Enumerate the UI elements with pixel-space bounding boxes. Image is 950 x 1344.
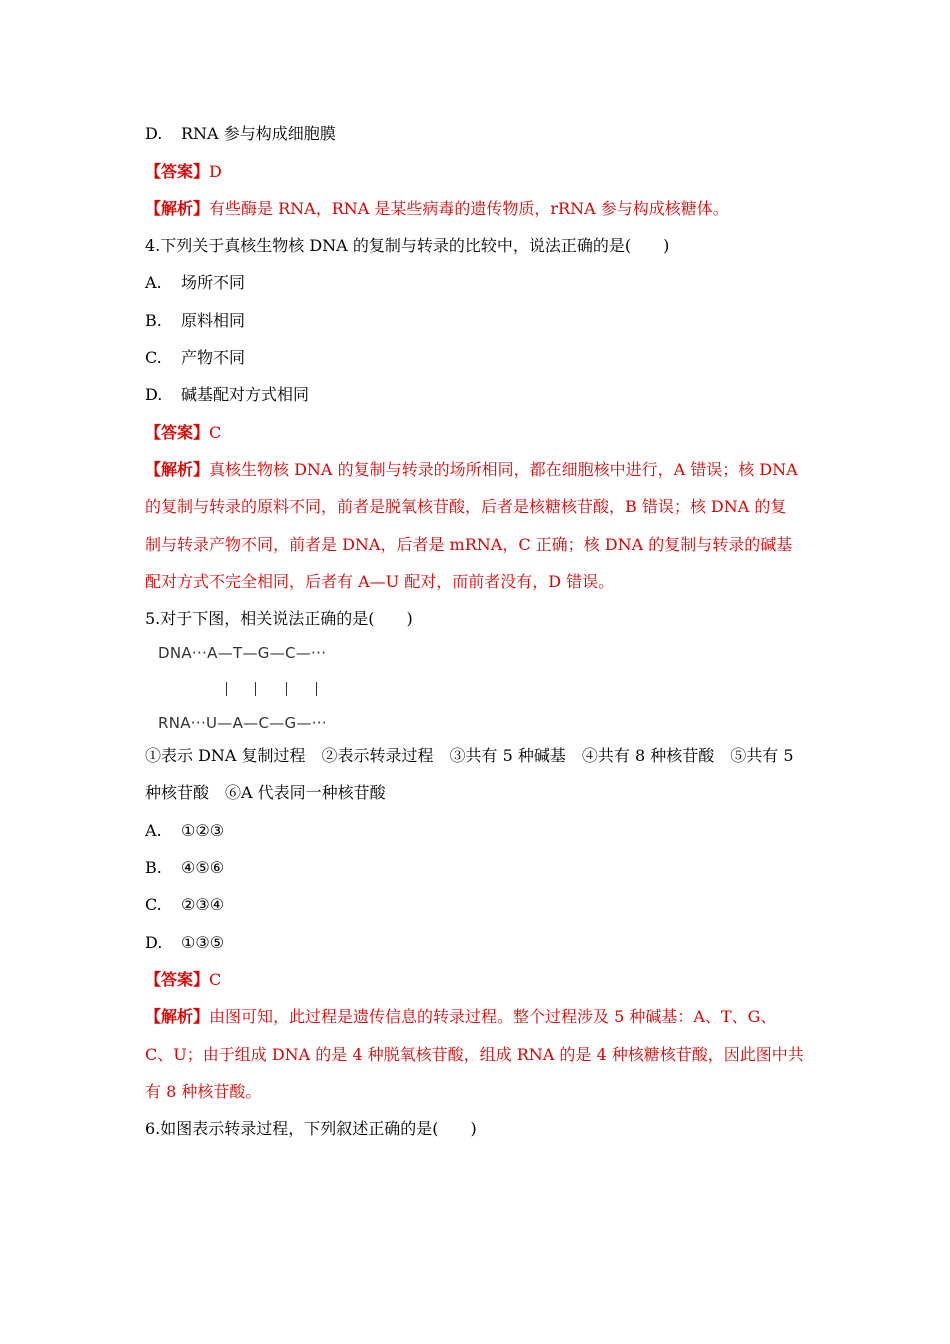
pairing-bond xyxy=(316,682,317,696)
pairing-bond xyxy=(226,682,227,696)
answer-value: D xyxy=(209,162,222,181)
q4-analysis-line-3: 制与转录产物不同，前者是 DNA，后者是 mRNA，C 正确；核 DNA 的复制与转录的碱基 xyxy=(145,535,793,554)
option-label: A. xyxy=(145,273,162,292)
option-label: B. xyxy=(145,858,162,877)
analysis-tag: 【解析】 xyxy=(145,460,210,479)
q4-option-a xyxy=(145,273,810,293)
q6-stem: 6.如图表示转录过程，下列叙述正确的是( ) xyxy=(145,1119,477,1138)
q5-analysis-line-1 xyxy=(145,1007,810,1027)
analysis-tag: 【解析】 xyxy=(145,1007,210,1026)
answer-tag: 【答案】 xyxy=(145,162,210,181)
q4-option-d xyxy=(145,385,810,405)
answer-tag: 【答案】 xyxy=(145,970,210,989)
option-text: ④⑤⑥ xyxy=(181,858,225,877)
answer-value: C xyxy=(209,423,222,442)
q3-answer xyxy=(145,162,810,182)
q4-stem: 4.下列关于真核生物核 DNA 的复制与转录的比较中，说法正确的是( ) xyxy=(145,236,670,255)
q4-option-b xyxy=(145,311,810,331)
option-text: RNA 参与构成细胞膜 xyxy=(181,124,336,143)
q5-option-b xyxy=(145,858,810,878)
option-label: D. xyxy=(145,385,163,404)
q5-analysis-line-3: 有 8 种核苷酸。 xyxy=(145,1082,262,1101)
dna-rna-pairing-diagram xyxy=(158,640,378,736)
option-label: C. xyxy=(145,895,162,914)
option-label: B. xyxy=(145,311,162,330)
option-label: D. xyxy=(145,124,163,143)
rna-strand-row: RNA···U—A—C—G—··· xyxy=(158,714,327,732)
pairing-bond xyxy=(286,682,287,696)
q5-stem: 5.对于下图，相关说法正确的是( ) xyxy=(145,609,413,628)
analysis-text: 有些酶是 RNA，RNA 是某些病毒的遗传物质，rRNA 参与构成核糖体。 xyxy=(209,199,729,218)
option-text: 产物不同 xyxy=(181,348,246,367)
q5-statements-line-2: 种核苷酸 ⑥A 代表同一种核苷酸 xyxy=(145,783,386,802)
option-text: 场所不同 xyxy=(181,273,246,292)
option-label: C. xyxy=(145,348,162,367)
q5-analysis-line-2: C、U；由于组成 DNA 的是 4 种脱氧核苷酸，组成 RNA 的是 4 种核糖核苷酸，因此图中共 xyxy=(145,1045,804,1064)
answer-value: C xyxy=(209,970,222,989)
option-text: 原料相同 xyxy=(181,311,246,330)
pairing-bond xyxy=(255,682,256,696)
dna-strand-row: DNA···A—T—G—C—··· xyxy=(158,644,327,662)
q5-statements-line-1: ①表示 DNA 复制过程 ②表示转录过程 ③共有 5 种碱基 ④共有 8 种核苷酸 ⑤共有 5 xyxy=(145,746,794,765)
analysis-tag: 【解析】 xyxy=(145,199,210,218)
option-text: ①③⑤ xyxy=(181,933,225,952)
q4-analysis-line-2: 的复制与转录的原料不同，前者是脱氧核苷酸，后者是核糖核苷酸，B 错误；核 DNA 的复 xyxy=(145,497,787,516)
analysis-text: 由图可知，此过程是遗传信息的转录过程。整个过程涉及 5 种碱基：A、T、G、 xyxy=(209,1007,777,1026)
option-text: ②③④ xyxy=(181,895,225,914)
q4-answer xyxy=(145,423,810,443)
q5-answer xyxy=(145,970,810,990)
q3-analysis xyxy=(145,199,810,219)
option-label: A. xyxy=(145,821,162,840)
q4-analysis-line-1 xyxy=(145,460,810,480)
q4-option-c xyxy=(145,348,810,368)
answer-tag: 【答案】 xyxy=(145,423,210,442)
q5-option-d xyxy=(145,933,810,953)
q3-option-d xyxy=(145,124,810,144)
analysis-text: 真核生物核 DNA 的复制与转录的场所相同，都在细胞核中进行，A 错误；核 DNA xyxy=(209,460,798,479)
q5-option-a xyxy=(145,821,810,841)
option-label: D. xyxy=(145,933,163,952)
q4-analysis-line-4: 配对方式不完全相同，后者有 A—U 配对，而前者没有，D 错误。 xyxy=(145,572,615,591)
option-text: 碱基配对方式相同 xyxy=(181,385,310,404)
option-text: ①②③ xyxy=(181,821,225,840)
q5-option-c xyxy=(145,895,810,915)
